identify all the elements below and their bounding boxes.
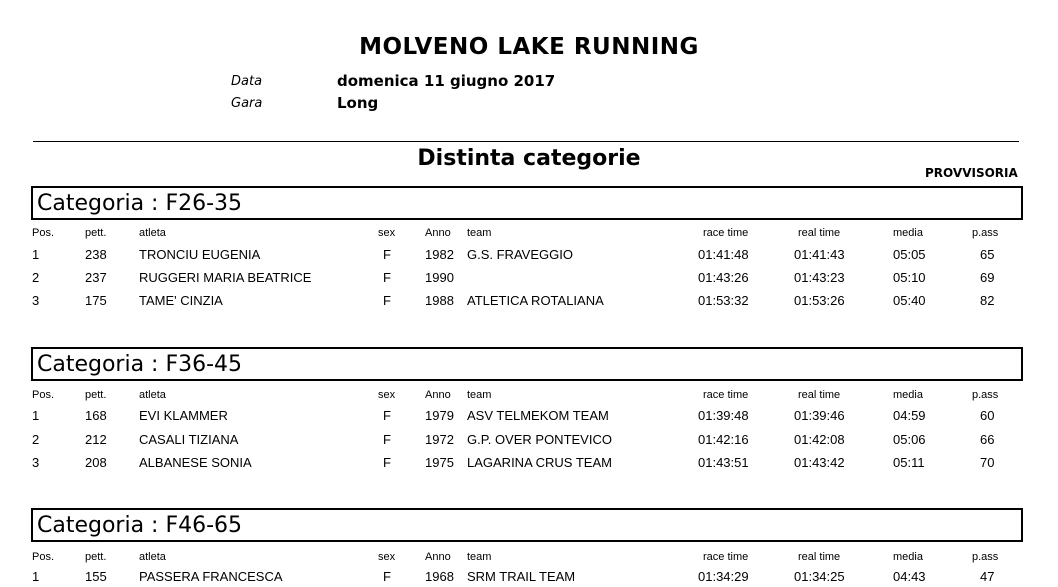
cell-pett: 238: [85, 247, 107, 262]
cell-pass: 70: [980, 455, 995, 470]
col-sex: sex: [378, 227, 396, 239]
cell-media: 05:05: [893, 247, 926, 262]
cell-sex: F: [383, 408, 391, 423]
cell-pass: 47: [980, 569, 995, 584]
cell-real-time: 01:39:46: [794, 408, 845, 423]
cell-real-time: 01:34:25: [794, 569, 845, 584]
category-title: Categoria : F46-65: [37, 513, 243, 538]
cell-real-time: 01:42:08: [794, 432, 845, 447]
report-subtitle: Distinta categorie: [417, 146, 641, 171]
cell-pett: 212: [85, 432, 107, 447]
col-real-time: real time: [798, 551, 841, 563]
table-row: [0, 432, 1058, 450]
cell-anno: 1975: [425, 455, 454, 470]
cell-media: 04:43: [893, 569, 926, 584]
category-box: [31, 347, 1023, 381]
table-row: [0, 247, 1058, 265]
cell-anno: 1990: [425, 270, 454, 285]
cell-team: ASV TELMEKOM TEAM: [467, 408, 609, 423]
col-pos: Pos.: [32, 551, 55, 563]
col-sex: sex: [378, 389, 396, 401]
status-badge: PROVVISORIA: [925, 166, 1018, 180]
cell-real-time: 01:53:26: [794, 293, 845, 308]
cell-team: SRM TRAIL TEAM: [467, 569, 576, 584]
table-row: [0, 455, 1058, 473]
cell-pass: 69: [980, 270, 995, 285]
cell-team: ATLETICA ROTALIANA: [467, 293, 604, 308]
table-header: [0, 227, 1058, 245]
col-atleta: atleta: [139, 389, 166, 401]
col-pos: Pos.: [32, 227, 55, 239]
cell-pos: 1: [32, 408, 40, 423]
table-row: [0, 408, 1058, 426]
table-row: [0, 293, 1058, 311]
col-pett: pett.: [85, 551, 107, 563]
table-row: [0, 569, 1058, 587]
cell-media: 04:59: [893, 408, 926, 423]
cell-atleta: CASALI TIZIANA: [139, 432, 239, 447]
cell-pass: 65: [980, 247, 995, 262]
cell-team: LAGARINA CRUS TEAM: [467, 455, 612, 470]
cell-sex: F: [383, 270, 391, 285]
header-divider: [33, 141, 1019, 142]
cell-pass: 82: [980, 293, 995, 308]
col-media: media: [893, 551, 923, 563]
col-pass: p.ass: [972, 551, 999, 563]
race-value: Long: [337, 94, 379, 112]
col-pass: p.ass: [972, 389, 999, 401]
cell-sex: F: [383, 432, 391, 447]
cell-race-time: 01:39:48: [698, 408, 749, 423]
col-real-time: real time: [798, 227, 841, 239]
col-pos: Pos.: [32, 389, 55, 401]
cell-pett: 155: [85, 569, 107, 584]
cell-race-time: 01:34:29: [698, 569, 749, 584]
cell-atleta: PASSERA FRANCESCA: [139, 569, 283, 584]
cell-anno: 1988: [425, 293, 454, 308]
col-anno: Anno: [425, 389, 451, 401]
table-header: [0, 389, 1058, 407]
col-real-time: real time: [798, 389, 841, 401]
cell-pos: 3: [32, 293, 40, 308]
cell-race-time: 01:43:26: [698, 270, 749, 285]
category-title: Categoria : F26-35: [37, 191, 243, 216]
cell-race-time: 01:43:51: [698, 455, 749, 470]
cell-media: 05:40: [893, 293, 926, 308]
col-atleta: atleta: [139, 551, 166, 563]
col-media: media: [893, 389, 923, 401]
cell-pett: 175: [85, 293, 107, 308]
race-label: Gara: [231, 96, 263, 111]
col-team: team: [467, 551, 492, 563]
cell-race-time: 01:53:32: [698, 293, 749, 308]
col-pass: p.ass: [972, 227, 999, 239]
cell-anno: 1979: [425, 408, 454, 423]
cell-pos: 2: [32, 270, 40, 285]
cell-team: G.S. FRAVEGGIO: [467, 247, 573, 262]
col-team: team: [467, 227, 492, 239]
col-pett: pett.: [85, 227, 107, 239]
cell-pass: 60: [980, 408, 995, 423]
col-pett: pett.: [85, 389, 107, 401]
event-title: MOLVENO LAKE RUNNING: [359, 34, 699, 60]
cell-atleta: TAME' CINZIA: [139, 293, 223, 308]
cell-sex: F: [383, 569, 391, 584]
cell-anno: 1982: [425, 247, 454, 262]
cell-atleta: ALBANESE SONIA: [139, 455, 252, 470]
table-row: [0, 270, 1058, 288]
col-team: team: [467, 389, 492, 401]
col-race-time: race time: [703, 227, 749, 239]
col-race-time: race time: [703, 389, 749, 401]
cell-pos: 1: [32, 247, 40, 262]
cell-anno: 1972: [425, 432, 454, 447]
cell-sex: F: [383, 293, 391, 308]
col-anno: Anno: [425, 227, 451, 239]
col-anno: Anno: [425, 551, 451, 563]
cell-real-time: 01:41:43: [794, 247, 845, 262]
cell-pos: 2: [32, 432, 40, 447]
category-box: [31, 508, 1023, 542]
cell-media: 05:06: [893, 432, 926, 447]
col-sex: sex: [378, 551, 396, 563]
category-box: [31, 186, 1023, 220]
cell-pett: 208: [85, 455, 107, 470]
cell-media: 05:11: [893, 455, 925, 470]
cell-media: 05:10: [893, 270, 926, 285]
col-atleta: atleta: [139, 227, 166, 239]
col-media: media: [893, 227, 923, 239]
date-label: Data: [231, 74, 263, 89]
cell-pett: 237: [85, 270, 107, 285]
cell-race-time: 01:42:16: [698, 432, 749, 447]
cell-atleta: TRONCIU EUGENIA: [139, 247, 261, 262]
cell-anno: 1968: [425, 569, 454, 584]
category-title: Categoria : F36-45: [37, 352, 243, 377]
cell-team: G.P. OVER PONTEVICO: [467, 432, 612, 447]
cell-sex: F: [383, 455, 391, 470]
cell-atleta: RUGGERI MARIA BEATRICE: [139, 270, 312, 285]
cell-pos: 1: [32, 569, 40, 584]
col-race-time: race time: [703, 551, 749, 563]
cell-pett: 168: [85, 408, 107, 423]
cell-pos: 3: [32, 455, 40, 470]
table-header: [0, 551, 1058, 569]
cell-sex: F: [383, 247, 391, 262]
cell-real-time: 01:43:23: [794, 270, 845, 285]
cell-real-time: 01:43:42: [794, 455, 845, 470]
date-value: domenica 11 giugno 2017: [337, 72, 556, 90]
cell-atleta: EVI KLAMMER: [139, 408, 228, 423]
cell-race-time: 01:41:48: [698, 247, 749, 262]
cell-pass: 66: [980, 432, 995, 447]
